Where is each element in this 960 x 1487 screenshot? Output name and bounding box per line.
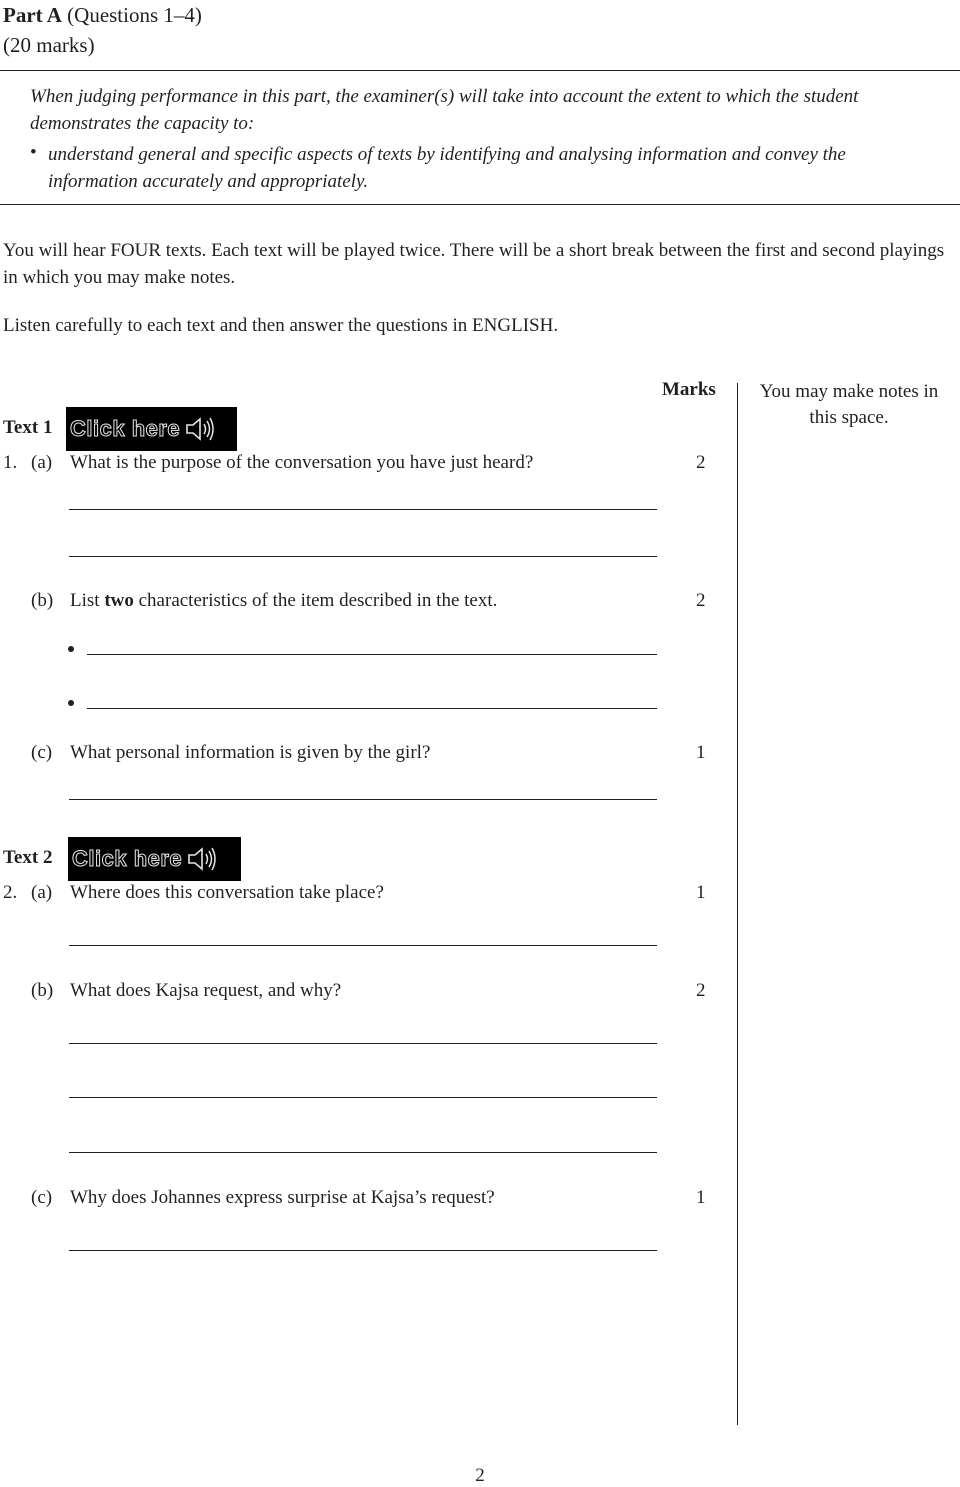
answer-line[interactable]: [69, 556, 657, 557]
question-1a-marks: 2: [696, 452, 706, 473]
criteria-item: understand general and specific aspects of texts by identifying and analysing information and convey the information accurately and appropriately.: [48, 144, 846, 192]
answer-line[interactable]: [69, 509, 657, 510]
page-number: 2: [475, 1465, 485, 1486]
speaker-icon: [186, 844, 218, 874]
question-2a-text: Where does this conversation take place?: [70, 882, 384, 903]
question-2a-marks: 1: [696, 882, 706, 903]
notes-column-header: You may make notes in this space.: [759, 381, 939, 428]
answer-bullet: [68, 646, 74, 652]
answer-line[interactable]: [69, 1152, 657, 1153]
question-2a-letter: (a): [31, 882, 53, 903]
answer-line[interactable]: [69, 945, 657, 946]
marks-column-header: Marks: [662, 379, 716, 400]
question-2c-letter: (c): [31, 1187, 53, 1208]
question-1a-text: What is the purpose of the conversation you have just heard?: [70, 452, 534, 473]
part-heading: Part A (Questions 1–4): [3, 3, 202, 27]
question-1c-text: What personal information is given by the girl?: [70, 742, 431, 763]
instructions-p2: Listen carefully to each text and then answer the questions in ENGLISH.: [3, 315, 559, 336]
part-marks: (20 marks): [3, 33, 95, 57]
question-2c-text: Why does Johannes express surprise at Kajsa’s request?: [70, 1187, 495, 1208]
text-1-label: Text 1: [3, 417, 53, 438]
answer-line[interactable]: [69, 1250, 657, 1251]
text-1-play-button[interactable]: [66, 407, 237, 451]
answer-line[interactable]: [87, 654, 657, 655]
play-button-label: Click here: [70, 416, 181, 441]
speaker-icon: [184, 414, 216, 444]
answer-line[interactable]: [69, 1043, 657, 1044]
notes-column-divider: [737, 383, 738, 1425]
question-2-number: 2.: [3, 882, 18, 903]
question-1c-marks: 1: [696, 742, 706, 763]
question-1b-letter: (b): [31, 590, 54, 611]
question-1a-letter: (a): [31, 452, 53, 473]
criteria-intro: When judging performance in this part, the examiner(s) will take into account the extent to which the student demonstrates the capacity to:: [30, 86, 859, 134]
question-1b-marks: 2: [696, 590, 706, 611]
text-2-play-button[interactable]: [68, 837, 241, 881]
text-2-label: Text 2: [3, 847, 53, 868]
question-2c-marks: 1: [696, 1187, 706, 1208]
answer-bullet: [68, 700, 74, 706]
answer-line[interactable]: [69, 1097, 657, 1098]
question-1-number: 1.: [3, 452, 18, 473]
answer-line[interactable]: [87, 708, 657, 709]
question-1b-text: List two characteristics of the item described in the text.: [70, 590, 498, 611]
question-2b-marks: 2: [696, 980, 706, 1001]
instructions-p1: You will hear FOUR texts. Each text will be played twice. There will be a short break between the first and second playings in which you may make notes.: [3, 240, 945, 288]
question-1c-letter: (c): [31, 742, 53, 763]
answer-line[interactable]: [69, 799, 657, 800]
top-rule: [0, 70, 960, 71]
criteria-bullet: •: [30, 142, 37, 163]
play-button-label: Click here: [72, 846, 183, 871]
question-2b-text: What does Kajsa request, and why?: [70, 980, 342, 1001]
criteria-rule: [0, 204, 960, 205]
question-2b-letter: (b): [31, 980, 54, 1001]
